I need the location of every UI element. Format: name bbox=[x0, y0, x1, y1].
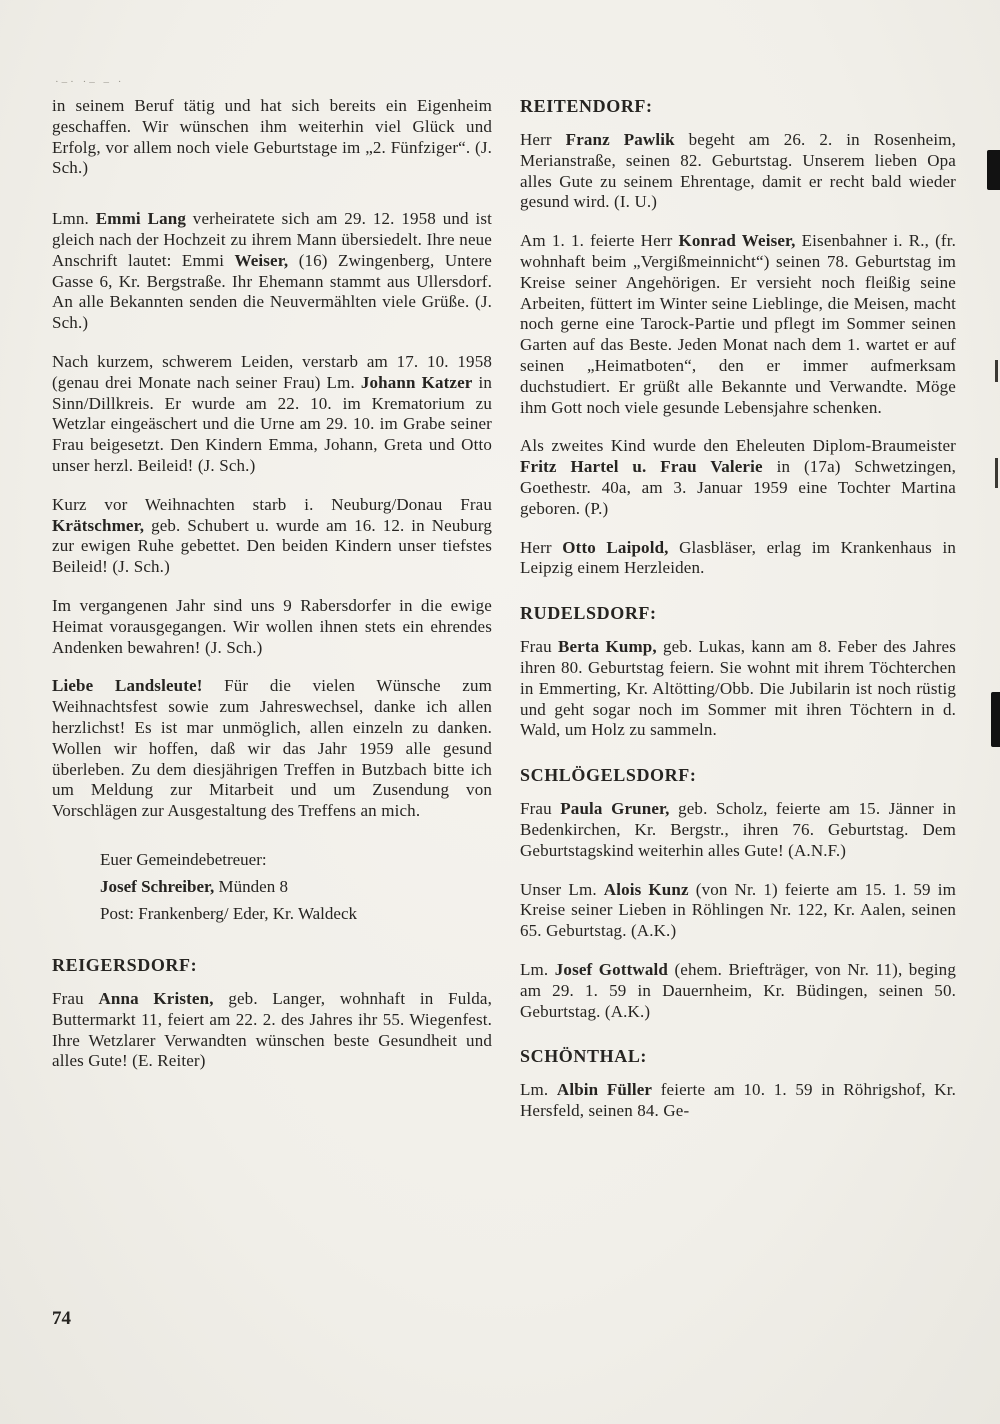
para-memorial-note: Im vergangenen Jahr sind uns 9 Rabersdorfer in die ewige Heimat vorausgegangen. Wir wollen ihnen stets ein ehrendes Andenken bewahren! (J. Sch.) bbox=[52, 595, 492, 657]
scan-artifact-ink-mark bbox=[991, 692, 1000, 747]
para-birth-martina-hartel: Als zweites Kind wurde den Eheleuten Diplom-Braumeister Fritz Hartel u. Frau Valerie in (17a) Schwetzingen, Goethestr. 40a, am 3. Januar 1959 eine Tochter Martina geboren. (P.) bbox=[520, 436, 956, 518]
para-wedding-emmi-lang: Lmn. Emmi Lang verheiratete sich am 29. 12. 1958 und ist gleich nach der Hochzeit zu ihrem Mann übersiedelt. Ihre neue Anschrift lautet: Emmi Weiser, (16) Zwingenberg, Untere Gasse 6, Kr. Bergstraße. Ihr Ehemann stammt aus Ullersdorf. An alle Bekannten senden die Neuvermählten viele Grüße. (J. Sch.) bbox=[52, 209, 493, 333]
para-anna-kristen: Frau Anna Kristen, geb. Langer, wohnhaft in Fulda, Buttermarkt 11, feiert am 22. 2. des Jahres ihr 55. Wiegenfest. Ihre Wetzlarer Verwandten wünschen beste Gesundheit und alles Gute! (E. Reiter) bbox=[52, 988, 492, 1071]
signature-role: Euer Gemeindebetreuer: bbox=[100, 849, 267, 869]
para-paula-gruner: Frau Paula Gruner, geb. Scholz, feierte am 15. Jänner in Bedenkirchen, Kr. Bergstr., ihren 76. Geburtstag. Dem Geburtstagskind weiterhin alles Gute! (A.N.F.) bbox=[520, 799, 956, 860]
para-alois-kunz: Unser Lm. Alois Kunz (von Nr. 1) feierte am 15. 1. 59 im Kreise seiner Lieben in Röhlingen Nr. 122, Kr. Aalen, seinen 65. Geburtstag. (A.K.) bbox=[520, 879, 956, 941]
scan-artifact-pencil-dashes: ·–· ·– – · bbox=[55, 76, 125, 88]
para-konrad-weiser: Am 1. 1. feierte Herr Konrad Weiser, Eisenbahner i. R., (fr. wohnhaft beim „Vergißmeinnicht“) seinen 78. Geburtstag im Kreise seiner Angehörigen. Er versieht noch fleißig seine Arbeiten, füttert im Winter seine Lieblinge, die Meisen, macht noch gerne eine Tarock-Partie und pflegt im Sommer seinen Garten auf das Beste. Jeden Monat nach dem 1. wartet er auf seinen „Heimatboten“, den er immer aufmerksam duchstudiert. Er grüßt alle Bekannte und Verwandte. Möge ihm Gott noch viele gesunde Lebensjahre schenken. bbox=[520, 231, 956, 417]
para-obituary-kraetschmer: Kurz vor Weihnachten starb i. Neuburg/Donau Frau Krätschmer, geb. Schubert u. wurde am 16. 12. in Neuburg zur ewigen Ruhe gebettet. Den beiden Kindern unser tiefstes Beileid! (J. Sch.) bbox=[52, 494, 492, 577]
para-albin-fueller: Lm. Albin Füller feierte am 10. 1. 59 in Röhrigshof, Kr. Hersfeld, seinen 84. Ge- bbox=[520, 1080, 956, 1121]
section-heading-reigersdorf: REIGERSDORF: bbox=[52, 954, 198, 975]
page-number: 74 bbox=[52, 1308, 71, 1329]
para-obituary-johann-katzer: Nach kurzem, schwerem Leiden, verstarb am 17. 10. 1958 (genau drei Monate nach seiner Frau) Lm. Johann Katzer in Sinn/Dillkreis. Er wurde am 22. 10. im Krematorium zu Wetzlar eingeäschert und die Urne am 29. 10. im Grabe seiner Frau beigesetzt. Den Kindern Emma, Johann, Greta und Otto unser herzl. Beileid! (J. Sch.) bbox=[52, 351, 492, 475]
section-heading-schloegelsdorf: SCHLÖGELSDORF: bbox=[520, 765, 697, 786]
para-otto-laipold: Herr Otto Laipold, Glasbläser, erlag im Krankenhaus in Leipzig einem Herzleiden. bbox=[520, 537, 956, 578]
para-josef-gottwald: Lm. Josef Gottwald (ehem. Briefträger, von Nr. 11), beging am 29. 1. 59 in Dauernheim, Kr. Büdingen, seinen 50. Geburtstag. (A.K.) bbox=[520, 959, 956, 1021]
signature-name: Josef Schreiber, Münden 8 bbox=[100, 876, 288, 896]
para-berta-kump: Frau Berta Kump, geb. Lukas, kann am 8. Feber des Jahres ihren 80. Geburtstag feiern. Sie wohnt mit ihrem Töchterchen in Emmerting, Kr. Altötting/Obb. Die Jubilarin ist noch rüstig und geht sogar noch im Sommer mit ihren Töchtern in d. Wald, um Holz zu sammeln. bbox=[520, 637, 956, 740]
section-heading-reitendorf: REITENDORF: bbox=[520, 96, 653, 116]
scan-artifact-ink-mark bbox=[995, 458, 998, 488]
para-landsleute-letter: Liebe Landsleute! Für die vielen Wünsche zum Weihnachtsfest sowie zum Jahreswechsel, danke ich allen herzlichst! Es ist mar unmöglich, allen einzeln zu danken. Wollen wir hoffen, daß wir das Jahr 1959 alle gesund überleben. Zu dem diesjährigen Treffen in Butzbach bitte ich um Meldung zur Mitarbeit und um Zusendung von Vorschlägen zur Ausgestaltung des Treffens an mich. bbox=[52, 676, 492, 821]
section-heading-schoenthal: SCHÖNTHAL: bbox=[520, 1046, 648, 1067]
right-column bbox=[520, 96, 956, 1140]
signature-address: Post: Frankenberg/ Eder, Kr. Waldeck bbox=[100, 903, 357, 923]
section-heading-rudelsdorf: RUDELSDORF: bbox=[520, 603, 657, 624]
scan-artifact-ink-mark bbox=[995, 360, 998, 382]
signature-block bbox=[100, 846, 492, 927]
para-eigenheim-continuation: in seinem Beruf tätig und hat sich bereits ein Eigenheim geschaffen. Wir wünschen ihm weiterhin viel Glück und Erfolg, vor allem noch viele Geburtstage im „2. Fünfziger“. (J. Sch.) bbox=[52, 96, 492, 178]
para-franz-pawlik: Herr Franz Pawlik begeht am 26. 2. in Rosenheim, Merianstraße, seinen 82. Geburtstag. Unserem lieben Opa alles Gute zu seinem Ehrentage, damit er recht bald wieder gesund wird. (I. U.) bbox=[520, 130, 956, 212]
scan-artifact-ink-mark bbox=[987, 150, 1000, 190]
left-column bbox=[52, 96, 492, 1140]
